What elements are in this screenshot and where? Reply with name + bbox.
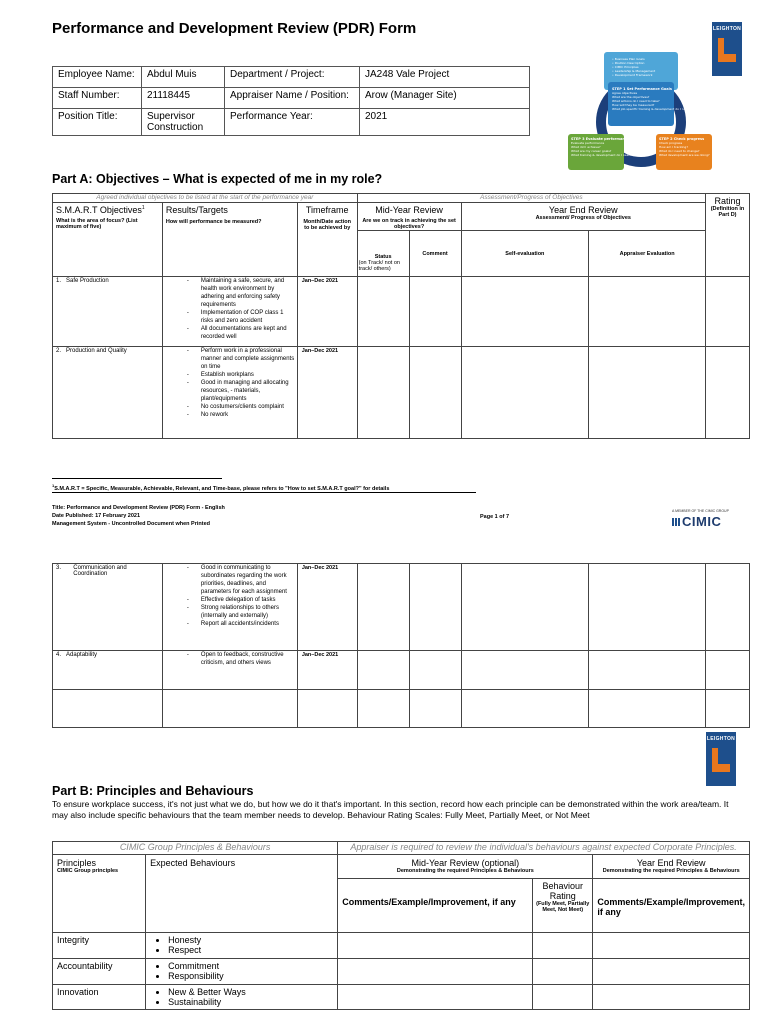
part-a-heading: Part A: Objectives – What is expected of me in my role? xyxy=(52,172,383,186)
objective-results xyxy=(162,651,297,690)
year-end-review-title: Year End Review xyxy=(636,858,706,868)
list-item: - No costumers/clients complaint xyxy=(201,403,297,411)
list-item: - Open to feedback, constructive criticism, and others views xyxy=(201,651,297,667)
comment-header: Comment xyxy=(409,231,461,277)
footer-date: Date Published: 17 February 2021 xyxy=(52,513,141,519)
year-end-header xyxy=(461,203,706,231)
logo-text-2: LEIGHTON xyxy=(706,736,736,742)
principles-title: Principles xyxy=(57,858,97,868)
staff-number-label: Staff Number: xyxy=(53,88,142,109)
cimic-text: CIMIC xyxy=(682,514,722,529)
department-value: JA248 Vale Project xyxy=(360,67,530,88)
list-item: • Respect xyxy=(168,945,333,955)
cimic-mark-icon xyxy=(672,518,680,526)
mid-year-header xyxy=(357,203,461,231)
list-item: - Report all accidents/incidents xyxy=(201,620,297,628)
part-b-intro: To ensure workplace success, it's not just what we do, but how we do it that's important. In this section, record how each principle can be demonstrated within the work area/team. It may also include specific behaviours that the team member needs to develop. Behaviour Rating Scales: Fully Meet, Partially Meet, or Not Meet xyxy=(52,799,729,820)
part-b-heading: Part B: Principles and Behaviours xyxy=(52,784,254,798)
results-title: Results/Targets xyxy=(165,205,228,215)
rating-header xyxy=(706,194,750,277)
page-number: Page 1 of 7 xyxy=(480,514,510,520)
behaviour-rating-title: Behaviour Rating xyxy=(542,881,583,901)
objective-timeframe: Jan–Dec 2021 xyxy=(297,277,357,347)
objective-name: 3. Communication and Coordination xyxy=(53,564,163,651)
objective-timeframe: Jan–Dec 2021 xyxy=(297,564,357,651)
principles-subtitle: CIMIC Group principles xyxy=(57,868,119,874)
timeframe-header xyxy=(297,203,357,277)
appraiser-value: Arow (Manager Site) xyxy=(360,88,530,109)
principle-behaviours xyxy=(146,985,338,1010)
mid-year-subtitle: Are we on track in achieving the set objectives? xyxy=(362,218,456,230)
objectives-table-continued xyxy=(52,563,750,728)
list-item: - Perform work in a professional manner and complete assignments on time xyxy=(201,347,297,371)
position-value xyxy=(142,109,225,136)
cycle-text: STEP 1 Set Performance Goals Agree objectives What are the objectives? What actions do I need to take? How will they be measured? What job specific training & development do I need? xyxy=(612,87,691,111)
principles-band-left: CIMIC Group Principles & Behaviours xyxy=(53,842,338,855)
employee-info-table xyxy=(52,66,530,136)
cycle-text: STEP 2 Check progress Check progress How am I tracking? What do I need to change? What development are we doing? xyxy=(659,137,710,157)
self-evaluation-header: Self-evaluation xyxy=(461,231,589,277)
employee-name-label: Employee Name: xyxy=(53,67,142,88)
list-item: - Good in managing and allocating resources, - materials, plant/equipments xyxy=(201,379,297,403)
table-row xyxy=(53,985,750,1010)
list-item: - Implementation of COP class 1 risks and zero accident xyxy=(201,309,297,325)
list-item: • Honesty xyxy=(168,935,333,945)
list-item: - Maintaining a safe, secure, and health work environment by adhering and enforcing safety requirements xyxy=(201,277,297,309)
year-comments-header: Comments/Example/Improvement, if any xyxy=(593,879,750,933)
list-item: - All documentations are kept and recorded well xyxy=(201,325,297,341)
performance-year-value: 2021 xyxy=(360,109,530,136)
principles-header xyxy=(53,855,146,933)
results-header xyxy=(162,203,297,277)
year-end-review-header xyxy=(593,855,750,879)
performance-cycle-diagram xyxy=(566,50,716,174)
year-end-subtitle: Assessment/ Progress of Objectives xyxy=(535,215,631,221)
table-row xyxy=(53,933,750,959)
footnote: $^1$S.M.A.R.T = Specific, Measurable, Achievable, Relevant, and Time-base, please refers to "How to set S.M.A.R.T goal?" for details xyxy=(52,483,390,492)
objective-timeframe: Jan–Dec 2021 xyxy=(297,347,357,439)
appraiser-evaluation-header: Appraiser Evaluation xyxy=(589,231,706,277)
list-item: • Commitment xyxy=(168,961,333,971)
objectives-table xyxy=(52,193,750,439)
principle-behaviours xyxy=(146,933,338,959)
footnote-divider xyxy=(52,478,222,479)
behaviour-rating-header xyxy=(533,879,593,933)
list-item: • New & Better Ways xyxy=(168,987,333,997)
page-footer xyxy=(52,504,225,528)
table-row xyxy=(53,564,750,651)
status-title: Status xyxy=(374,254,392,260)
objective-results xyxy=(162,277,297,347)
position-line-1: Supervisor xyxy=(147,111,195,122)
status-subtitle: (on Track/ not on track/ others) xyxy=(358,260,400,272)
smart-objectives-header xyxy=(53,203,163,277)
employee-name-value: Abdul Muis xyxy=(142,67,225,88)
objective-name: 2. Production and Quality xyxy=(53,347,163,439)
timeframe-title: Timeframe xyxy=(305,205,349,215)
cimic-logo xyxy=(672,509,729,529)
mid-year-optional-title: Mid-Year Review (optional) xyxy=(411,858,520,868)
leighton-logo xyxy=(712,22,742,76)
table-row xyxy=(53,651,750,690)
rating-title: Rating xyxy=(714,196,741,206)
objective-timeframe: Jan–Dec 2021 xyxy=(297,651,357,690)
page-title: Performance and Development Review (PDR) Form xyxy=(52,20,417,37)
footer-title: Title: Performance and Development Review (PDR) Form - English xyxy=(52,505,225,511)
objective-results xyxy=(162,564,297,651)
cycle-text: • Business Plan Goals • Position Description • CIMIC Principles • Leadership & Management • Development Framework xyxy=(612,57,656,77)
leighton-logo-2 xyxy=(706,732,736,786)
year-end-review-subtitle: Demonstrating the required Principles & Behaviours xyxy=(602,868,740,874)
timeframe-subtitle: Month/Date action to be achieved by xyxy=(303,219,352,231)
objective-results xyxy=(162,347,297,439)
list-item: - Effective delegation of tasks xyxy=(201,596,297,604)
smart-subtitle: What is the area of focus? (List maximum of five) xyxy=(56,218,138,230)
principles-table xyxy=(52,841,750,1010)
logo-text: LEIGHTON xyxy=(712,26,742,32)
objectives-band-right: Assessment/Progress of Objectives xyxy=(357,194,705,203)
logo-l-icon xyxy=(718,38,736,62)
staff-number-value: 21118445 xyxy=(142,88,225,109)
list-item: - No rework xyxy=(201,411,297,419)
principle-behaviours xyxy=(146,959,338,985)
cycle-text: STEP 3 Evaluate performance Evaluate performance What did I achieve? What are my career goals? What training & development do I need? xyxy=(571,137,633,157)
mid-year-optional-subtitle: Demonstrating the required Principles & Behaviours xyxy=(396,868,534,874)
logo-l-icon-2 xyxy=(712,748,730,772)
mid-year-optional-header xyxy=(338,855,593,879)
department-label: Department / Project: xyxy=(225,67,360,88)
mid-comments-header: Comments/Example/Improvement, if any xyxy=(338,879,533,933)
mid-year-title: Mid-Year Review xyxy=(375,205,443,215)
objectives-band-left: Agreed individual objectives to be listed at the start of the performance year xyxy=(53,194,358,203)
list-item: - Establish workplans xyxy=(201,371,297,379)
table-row xyxy=(53,277,750,347)
behaviour-rating-subtitle: (Fully Meet, Partially Meet, Not Meet) xyxy=(536,901,590,913)
table-row xyxy=(53,690,750,728)
principle-name: Integrity xyxy=(53,933,146,959)
table-row xyxy=(53,959,750,985)
objective-name: 1. Safe Production xyxy=(53,277,163,347)
principle-name: Accountability xyxy=(53,959,146,985)
expected-behaviours-header: Expected Behaviours xyxy=(146,855,338,933)
footnote-underline xyxy=(52,492,476,493)
status-header xyxy=(357,231,409,277)
year-end-title: Year End Review xyxy=(548,205,618,215)
smart-title: S.M.A.R.T Objectives xyxy=(56,205,142,215)
performance-year-label: Performance Year: xyxy=(225,109,360,136)
list-item: • Sustainability xyxy=(168,997,333,1007)
list-item: - Good in communicating to subordinates regarding the work priorities, deadlines, and parameters for each assignment xyxy=(201,564,297,596)
appraiser-label: Appraiser Name / Position: xyxy=(225,88,360,109)
list-item: - Strong relationships to others (internally and externally) xyxy=(201,604,297,620)
footnote-text: S.M.A.R.T = Specific, Measurable, Achievable, Relevant, and Time-base, please refers to "How to set S.M.A.R.T goal?" for details xyxy=(54,485,390,492)
results-subtitle: How will performance be measured? xyxy=(165,219,262,225)
principles-band-right: Appraiser is required to review the individual's behaviours against expected Corporate Principles. xyxy=(338,842,750,855)
principle-name: Innovation xyxy=(53,985,146,1010)
position-label: Position Title: xyxy=(53,109,142,136)
objective-name: 4. Adaptability xyxy=(53,651,163,690)
table-row xyxy=(53,347,750,439)
cimic-tag: A MEMBER OF THE CIMIC GROUP xyxy=(672,509,729,513)
footer-mgmt: Management System - Uncontrolled Document when Printed xyxy=(52,521,210,527)
rating-subtitle: (Definition in Part D) xyxy=(710,206,745,218)
smart-sup: 1 xyxy=(141,205,145,211)
list-item: • Responsibility xyxy=(168,971,333,981)
position-line-2: Construction xyxy=(147,122,204,133)
